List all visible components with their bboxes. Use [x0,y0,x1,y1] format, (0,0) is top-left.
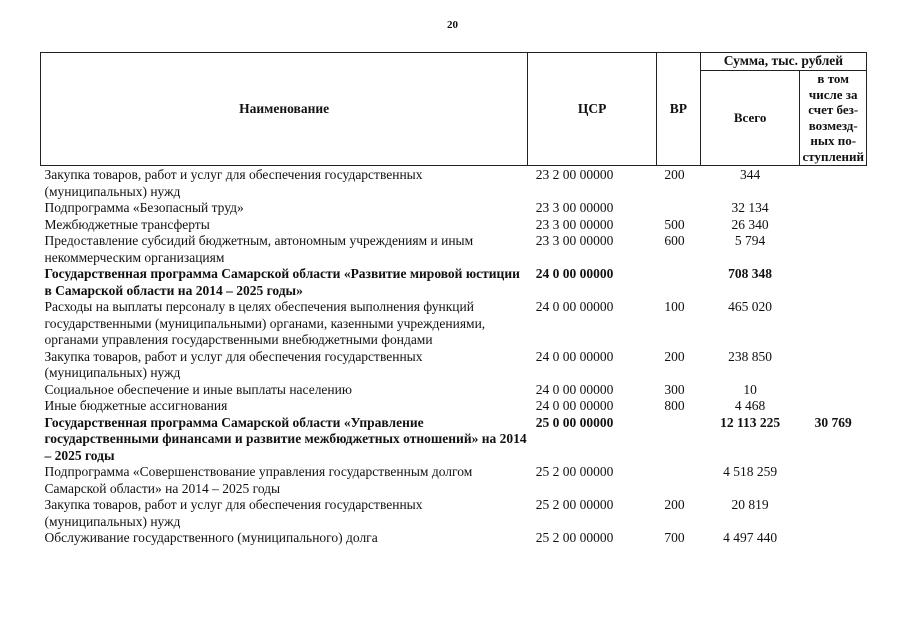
header-vr: ВР [656,53,700,166]
table-row [41,382,867,399]
row-csr: 25 2 00 00000 [535,530,614,545]
table-row [41,349,867,382]
row-csr: 23 3 00 00000 [535,233,614,248]
table-row [41,415,867,465]
row-csr: 24 0 00 00000 [535,381,614,397]
row-total: 12 113 225 [720,414,781,430]
table-row [41,233,867,266]
row-vr: 200 [664,167,685,182]
header-name: Наименование [41,53,528,166]
row-free [800,299,867,349]
row-csr: 24 0 00 00000 [535,299,614,314]
row-total: 20 819 [731,497,769,512]
row-vr [656,266,700,299]
row-csr: 24 0 00 00000 [535,266,614,281]
row-vr: 500 [664,216,685,232]
row-name: Государственная программа Самарской области «Управление государственными финансами и развитие межбюджетных отношений» на 2014 – 2025 годы [44,414,527,463]
table-row [41,217,867,234]
row-free [800,530,867,547]
row-total: 26 340 [731,216,769,232]
row-vr: 300 [664,381,685,397]
row-csr: 25 0 00 00000 [535,414,614,430]
row-csr: 23 3 00 00000 [535,200,614,215]
row-csr: 25 2 00 00000 [535,464,614,479]
row-total: 465 020 [728,299,773,314]
row-total: 5 794 [734,233,766,248]
row-total: 10 [743,381,757,397]
table-row [41,166,867,201]
table-row [41,464,867,497]
row-name: Социальное обеспечение и иные выплаты населению [44,381,352,397]
row-free: 30 769 [814,414,852,430]
table-body [41,166,867,547]
row-csr: 23 3 00 00000 [535,216,614,232]
row-free [800,497,867,530]
row-total: 4 468 [734,398,766,413]
row-name: Закупка товаров, работ и услуг для обеспечения государственных (муниципальных) нужд [44,348,423,380]
row-csr: 24 0 00 00000 [535,398,614,413]
row-vr [656,464,700,497]
row-vr: 100 [664,299,685,314]
table-header [41,53,867,166]
row-name: Подпрограмма «Совершенствование управления государственным долгом Самарской области» на 2014 – 2025 годы [44,464,473,496]
row-name: Обслуживание государственного (муниципального) долга [44,530,378,545]
header-free: в том числе за счет без-возмезд-ных по-ступлений [800,71,867,166]
table-row [41,530,867,547]
table-row [41,266,867,299]
row-name: Предоставление субсидий бюджетным, автономным учреждениям и иным некоммерческим организациям [44,233,474,265]
budget-table [40,52,867,547]
row-name: Иные бюджетные ассигнования [44,398,228,413]
row-name: Закупка товаров, работ и услуг для обеспечения государственных (муниципальных) нужд [44,497,423,529]
table-row [41,398,867,415]
header-sum: Сумма, тыс. рублей [700,53,866,71]
row-vr: 700 [664,530,685,545]
table-row [41,299,867,349]
row-name: Закупка товаров, работ и услуг для обеспечения государственных (муниципальных) нужд [44,167,423,199]
row-vr: 800 [664,398,685,413]
header-total: Всего [700,71,800,166]
row-name: Государственная программа Самарской области «Развитие мировой юстиции в Самарской области на 2014 – 2025 годы» [44,266,520,298]
row-total: 238 850 [728,348,773,364]
row-total: 32 134 [731,200,769,215]
row-total: 708 348 [728,266,773,281]
row-free [800,166,867,201]
page-number: 20 [447,19,458,31]
row-free [800,464,867,497]
row-total: 4 497 440 [723,530,778,545]
table-row [41,200,867,217]
row-total: 4 518 259 [723,464,778,479]
row-csr: 25 2 00 00000 [535,497,614,512]
header-csr: ЦСР [528,53,657,166]
row-vr: 600 [664,233,685,248]
row-free [800,349,867,382]
row-name: Межбюджетные трансферты [44,216,210,232]
row-vr: 200 [664,497,685,512]
row-free [800,200,867,217]
row-vr [656,415,700,465]
table-row [41,497,867,530]
row-csr: 24 0 00 00000 [535,348,614,364]
row-free [800,382,867,399]
row-free [800,217,867,234]
row-total: 344 [739,167,761,182]
row-free [800,233,867,266]
row-free [800,398,867,415]
row-name: Расходы на выплаты персоналу в целях обеспечения выполнения функций государственными (муниципальными) органами, казенными учреждениями, органами управления государственными внебюджетными фондами [44,299,486,347]
row-vr: 200 [664,348,685,364]
row-vr [656,200,700,217]
row-csr: 23 2 00 00000 [535,167,614,182]
row-name: Подпрограмма «Безопасный труд» [44,200,244,215]
row-free [800,266,867,299]
